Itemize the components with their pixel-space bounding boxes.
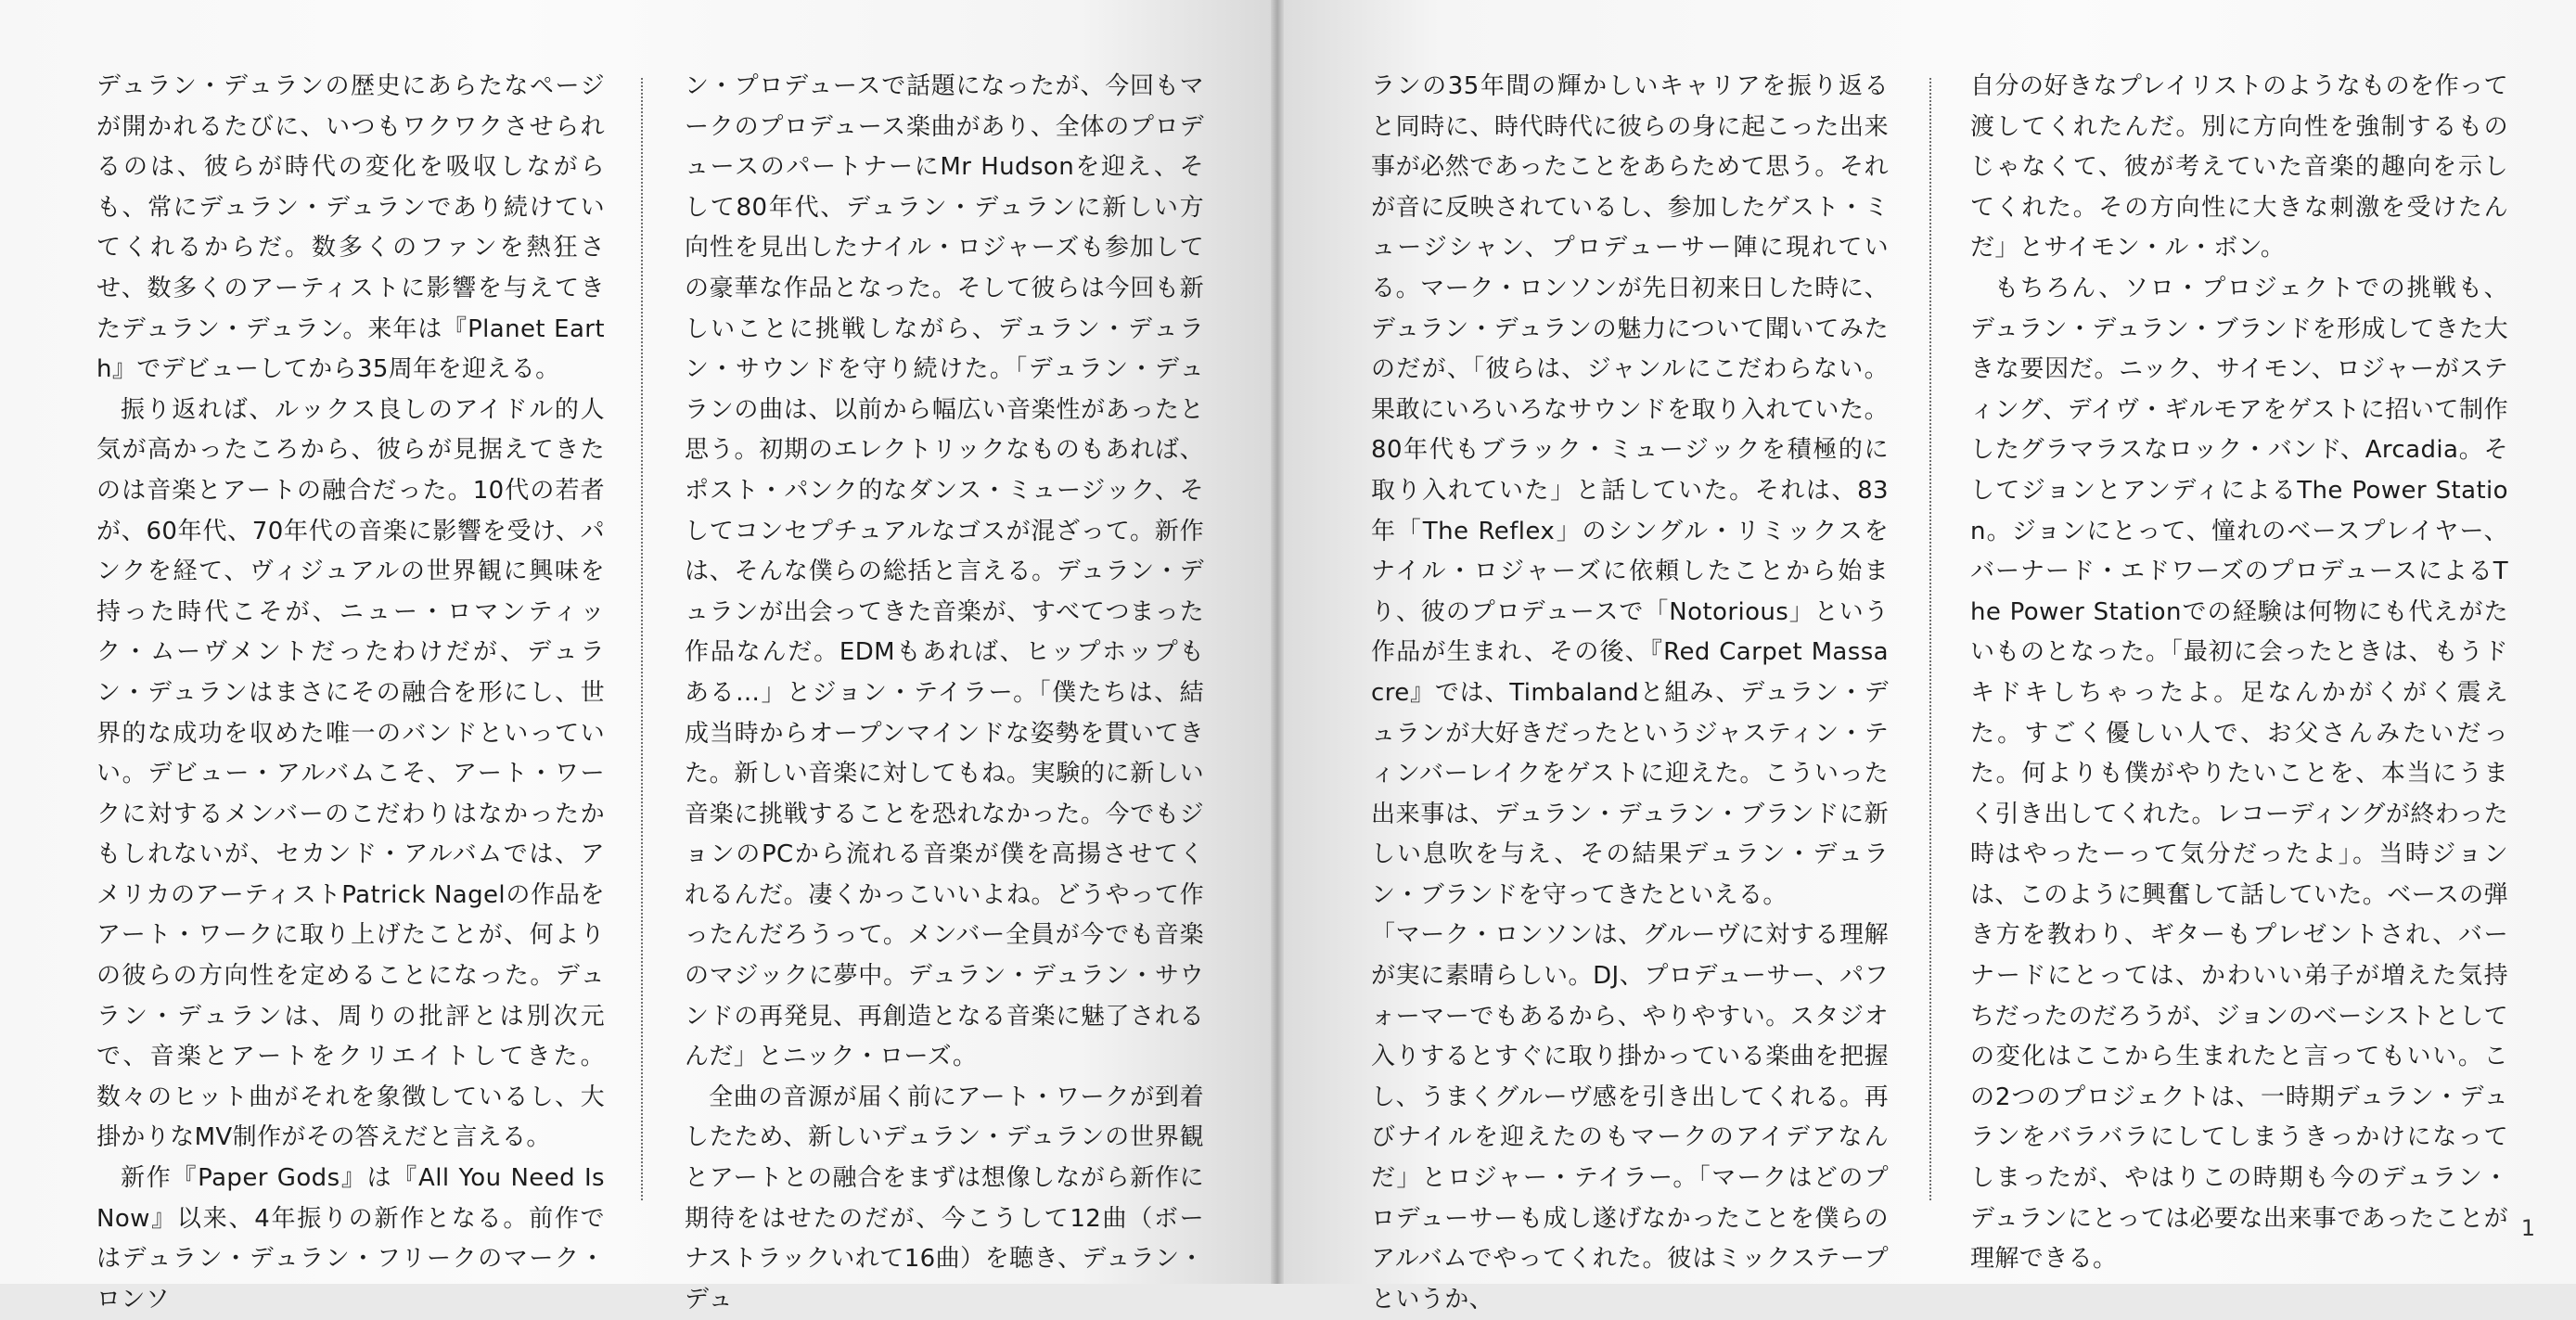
book-gutter (1271, 0, 1284, 1284)
column-divider (641, 78, 643, 1200)
text-column-2 (685, 67, 1204, 1314)
paragraph: もちろん、ソロ・プロジェクトでの挑戦も、デュラン・デュラン・ブランドを形成してきた大きな要因だ。ニック、サイモン、ロジャーがスティング、デイヴ・ギルモアをゲストに招いて制作したグラマラスなロック・バンド、Arcadia。そしてジョンとアンディによるThe Power Station。ジョンにとって、憧れのベースプレイヤー、バーナード・エドワーズのプロデュースによるThe Power Stationでの経験は何物にも代えがたいものとなった。「最初に会ったときは、もうドキドキしちゃったよ。足なんかがくがく震えた。すごく優しい人で、お父さんみたいだった。何よりも僕がやりたいことを、本当にうまく引き出してくれた。レコーディングが終わった時はやったーって気分だったよ」。当時ジョンは、このように興奮して話していた。ベースの弾き方を教わり、ギターもプレゼントされ、バーナードにとっては、かわいい弟子が増えた気持ちだったのだろうが、ジョンのベーシストとしての変化はここから生まれたと言ってもいい。この2つのプロジェクトは、一時期デュラン・デュランをバラバラにしてしまうきっかけになってしまったが、やはりこの時期も今のデュラン・デュランにとっては必要な出来事であったことが理解できる。 (1970, 274, 2508, 1274)
text-column-3 (1371, 67, 1889, 1314)
paragraph: 振り返れば、ルックス良しのアイドル的人気が高かったころから、彼らが見据えてきたのは音楽とアートの融合だった。10代の若者が、60年代、70年代の音楽に影響を受け、パンクを経て、ヴィジュアルの世界観に興味を持った時代こそが、ニュー・ロマンティック・ムーヴメントだったわけだが、デュラン・デュランはまさにその融合を形にし、世界的な成功を収めた唯一のバンドといっていい。デビュー・アルバムこそ、アート・ワークに対するメンバーのこだわりはなかったかもしれないが、セカンド・アルバムでは、アメリカのアーティストPatrick Nagelの作品をアート・ワークに取り上げたことが、何よりの彼らの方向性を定めることになった。デュラン・デュランは、周りの批評とは別次元で、音楽とアートをクリエイトしてきた。数々のヒット曲がそれを象徴しているし、大掛かりなMV制作がその答えだと言える。 (96, 395, 605, 1152)
text-column-4 (1970, 67, 2508, 1274)
paragraph: デュラン・デュランの歴史にあらたなページが開かれるたびに、いつもワクワクさせられるのは、彼らが時代の変化を吸収しながらも、常にデュラン・デュランであり続けていてくれるからだ。数多くのファンを熱狂させ、数多くのアーティストに影響を与えてきたデュラン・デュラン。来年は『Planet Earth』でデビューしてから35周年を迎える。 (96, 72, 605, 384)
paragraph: 新作『Paper Gods』は『All You Need Is Now』以来、4年振りの新作となる。前作ではデュラン・デュラン・フリークのマーク・ロンソ (96, 1164, 605, 1314)
paragraph: 全曲の音源が届く前にアート・ワークが到着したため、新しいデュラン・デュランの世界観とアートとの融合をまずは想像しながら新作に期待をはせたのだが、今こうして12曲（ボーナストラックいれて16曲）を聴き、デュラン・デュ (685, 1083, 1204, 1314)
paragraph: ン・プロデュースで話題になったが、今回もマークのプロデュース楽曲があり、全体のプロデュースのパートナーにMr Hudsonを迎え、そして80年代、デュラン・デュランに新しい方向性を見出したナイル・ロジャーズも参加しての豪華な作品となった。そして彼らは今回も新しいことに挑戦しながら、デュラン・デュラン・サウンドを守り続けた。「デュラン・デュランの曲は、以前から幅広い音楽性があったと思う。初期のエレクトリックなものもあれば、ポスト・パンク的なダンス・ミュージック、そしてコンセプチュアルなゴスが混ざって。新作は、そんな僕らの総括と言える。デュラン・デュランが出会ってきた音楽が、すべてつまった作品なんだ。EDMもあれば、ヒップホップもある…」とジョン・テイラー。「僕たちは、結成当時からオープンマインドな姿勢を貫いてきた。新しい音楽に対してもね。実験的に新しい音楽に挑戦することを恐れなかった。今でもジョンのPCから流れる音楽が僕を高揚させてくれるんだ。凄くかっこいいよね。どうやって作ったんだろうって。メンバー全員が今でも音楽のマジックに夢中。デュラン・デュラン・サウンドの再発見、再創造となる音楽に魅了されるんだ」とニック・ローズ。 (685, 72, 1204, 1071)
page-number: 1 (2520, 1215, 2535, 1241)
right-page (1284, 0, 2576, 1314)
paragraph: 「マーク・ロンソンは、グルーヴに対する理解が実に素晴らしい。DJ、プロデューサー、パフォーマーでもあるから、やりやすい。スタジオ入りするとすぐに取り掛かっている楽曲を把握し、うまくグルーヴ感を引き出してくれる。再びナイルを迎えたのもマークのアイデアなんだ」とロジャー・テイラー。「マークはどのプロデューサーも成し遂げなかったことを僕らのアルバムでやってくれた。彼はミックステープというか、 (1371, 921, 1889, 1314)
column-divider (1929, 78, 1931, 1200)
left-page (0, 0, 1271, 1314)
paragraph: ランの35年間の輝かしいキャリアを振り返ると同時に、時代時代に彼らの身に起こった出来事が必然であったことをあらためて思う。それが音に反映されているし、参加したゲスト・ミュージシャン、プロデューサー陣に現れている。マーク・ロンソンが先日初来日した時に、デュラン・デュランの魅力について聞いてみたのだが、「彼らは、ジャンルにこだわらない。果敢にいろいろなサウンドを取り入れていた。80年代もブラック・ミュージックを積極的に取り入れていた」と話していた。それは、83年「The Reflex」のシングル・リミックスをナイル・ロジャーズに依頼したことから始まり、彼のプロデュースで「Notorious」という作品が生まれ、その後、『Red Carpet Massacre』では、Timbalandと組み、デュラン・デュランが大好きだったというジャスティン・ティンバーレイクをゲストに迎えた。こういった出来事は、デュラン・デュラン・ブランドに新しい息吹を与え、その結果デュラン・デュラン・ブランドを守ってきたといえる。 (1371, 72, 1889, 909)
text-column-1 (96, 67, 605, 1314)
paragraph: 自分の好きなプレイリストのようなものを作って渡してくれたんだ。別に方向性を強制するものじゃなくて、彼が考えていた音楽的趣向を示してくれた。その方向性に大きな刺激を受けたんだ」とサイモン・ル・ボン。 (1970, 72, 2508, 263)
